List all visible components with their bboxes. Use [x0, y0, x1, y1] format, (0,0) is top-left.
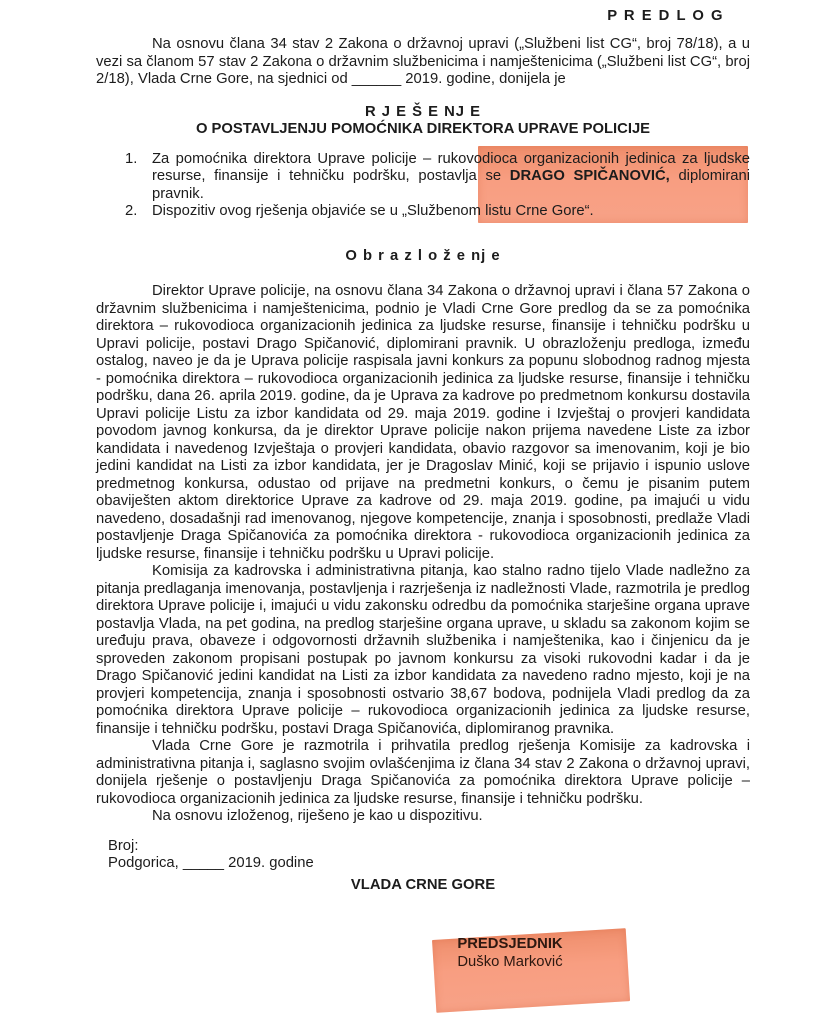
list-item: [96, 151, 750, 204]
list-item: [96, 203, 750, 221]
body-paragraph: Vlada Crne Gore je razmotrila i prihvatila predlog rješenja Komisije za kadrovska i administrativna pitanja i, saglasno svojim ovlašćenjima iz člana 34 stav 2 Zakona o državnoj upravi, donijela rješenje o postavljenju Draga Spičanovića za pomoćnika direktora Uprave policije – rukovodioca organizacionih jedinica za ljudske resurse, finansije i tehničku podršku.: [96, 738, 750, 807]
section-heading: O b r a z l o ž e nj e: [345, 247, 501, 264]
intro-paragraph: Na osnovu člana 34 stav 2 Zakona o državnoj upravi („Službeni list CG“, broj 78/18), a u vezi sa članom 57 stav 2 Zakona o državnim službenicima i namještenicima („Službeni list CG“, broj 2/18), Vlada Crne Gore, na sjednici od ______ 2019. godine, donijela je: [96, 36, 750, 87]
list-item-text: Za pomoćnika direktora Uprave policije – rukovodioca organizacionih jedinica za ljudske resurse, finansije i tehničku podršku, postavlja se: [152, 150, 750, 184]
place-date-line: Podgorica, _____ 2019. godine: [108, 855, 314, 871]
body-paragraph: Na osnovu izloženog, riješeno je kao u dispozitivu.: [152, 808, 483, 824]
document-subtitle: O POSTAVLJENJU POMOĆNIKA DIREKTORA UPRAVE POLICIJE: [195, 121, 651, 137]
list-item-text: Dispozitiv ovog rješenja objaviće se u „Službenom listu Crne Gore“.: [152, 203, 594, 219]
document-title: R J E Š E NJ E: [365, 103, 481, 120]
signature-name: Duško Marković: [457, 953, 563, 970]
decision-list: [96, 151, 750, 221]
list-item-number: 2.: [125, 203, 138, 219]
appointee-name: DRAGO SPIČANOVIĆ,: [509, 168, 670, 184]
signature-role: PREDSJEDNIK: [457, 936, 563, 952]
list-item-text-after: diplomirani pravnik.: [152, 168, 750, 202]
document-number-label: Broj:: [108, 837, 139, 854]
body-paragraph: Komisija za kadrovska i administrativna pitanja, kao stalno radno tijelo Vlade nadležno za pitanja predlaganja imenovanja, postavljenja i razrješenja iz nadležnosti Vlade, razmotrila je predlog direktora Uprave policije i, imajući u vidu zakonsku odredbu da pomoćnika starješine organa uprave postavlja Vlada, na pet godina, na predlog starješine organa uprave, u skladu sa zakonom kojim se uređuju prava, obaveze i odgovornosti državnih službenika i namještenika, kao i činjenicu da je sproveden zakonom propisani postupak po javnom konkursu za visoki rukovodni kadar i da je Drago Spičanović jedini kandidat na Listi za izbor kandidata za navedeno radno mjesto, koji je na provjeri kompetencija, znanja i sposobnosti ostvario 38,67 bodova, podnijela Vladi predlog da za pomoćnika direktora Uprave policije – rukovodioca organizacionih jedinica za ljudske resurse, finansije i tehničku podršku, postavi Draga Spičanovića, diplomiranog pravnika.: [96, 563, 750, 737]
predlog-label: P R E D L O G: [607, 8, 724, 24]
body-paragraph: Direktor Uprave policije, na osnovu člana 34 Zakona o državnoj upravi i člana 57 Zakona o državnim službenicima i namještenicima, podnio je Vladi Crne Gore predlog da se za pomoćnika direktora – rukovodioca organizacionih jedinica za ljudske resurse, finansije i tehničku podršku u Upravi policije, postavi Drago Spičanović, diplomirani pravnik. U obrazloženju predloga, između ostalog, naveo je da je Uprava policije raspisala javni konkurs za popunu slobodnog radnog mjesta - pomoćnika direktora – rukovodioca organizacionih jedinica za ljudske resurse, finansije i tehničku podršku, dana 26. aprila 2019. godine, da je Uprava za kadrove po predmetnom konkursu dostavila Upravi policije Listu za izbor kandidata od 29. maja 2019. godine i Izvještaj o provjeri kandidata povodom javnog konkursa, da je direktor Uprave policije nakon prijema navedene Liste za izbor kandidata i navedenog Izvještaja o provjeri kandidata, obavio razgovor sa imenovanim, koji je bio jedini kandidat na Listi za izbor kandidata, jer je Dragoslav Minić, koji se prijavio i ispunio uslove predmetnog konkursa, odustao od prijave na predmetni konkurs, o čemu je pisanim putem obaviješten aktom direktorice Uprave za kadrove od 29. maja 2019. godine, pa imajući u vidu navedeno, dosadašnji rad imenovanog, njegove kompetencije, znanja i sposobnosti, predlaže Vladi postavljenje Draga Spičanovića za pomoćnika direktora - rukovodioca organizacionih jedinica za ljudske resurse, finansije i tehničku podršku u Upravi policije.: [96, 283, 750, 562]
list-item-number: 1.: [125, 150, 138, 167]
government-name: VLADA CRNE GORE: [350, 876, 496, 893]
signature-block: [428, 936, 592, 971]
document-content: [96, 36, 750, 894]
